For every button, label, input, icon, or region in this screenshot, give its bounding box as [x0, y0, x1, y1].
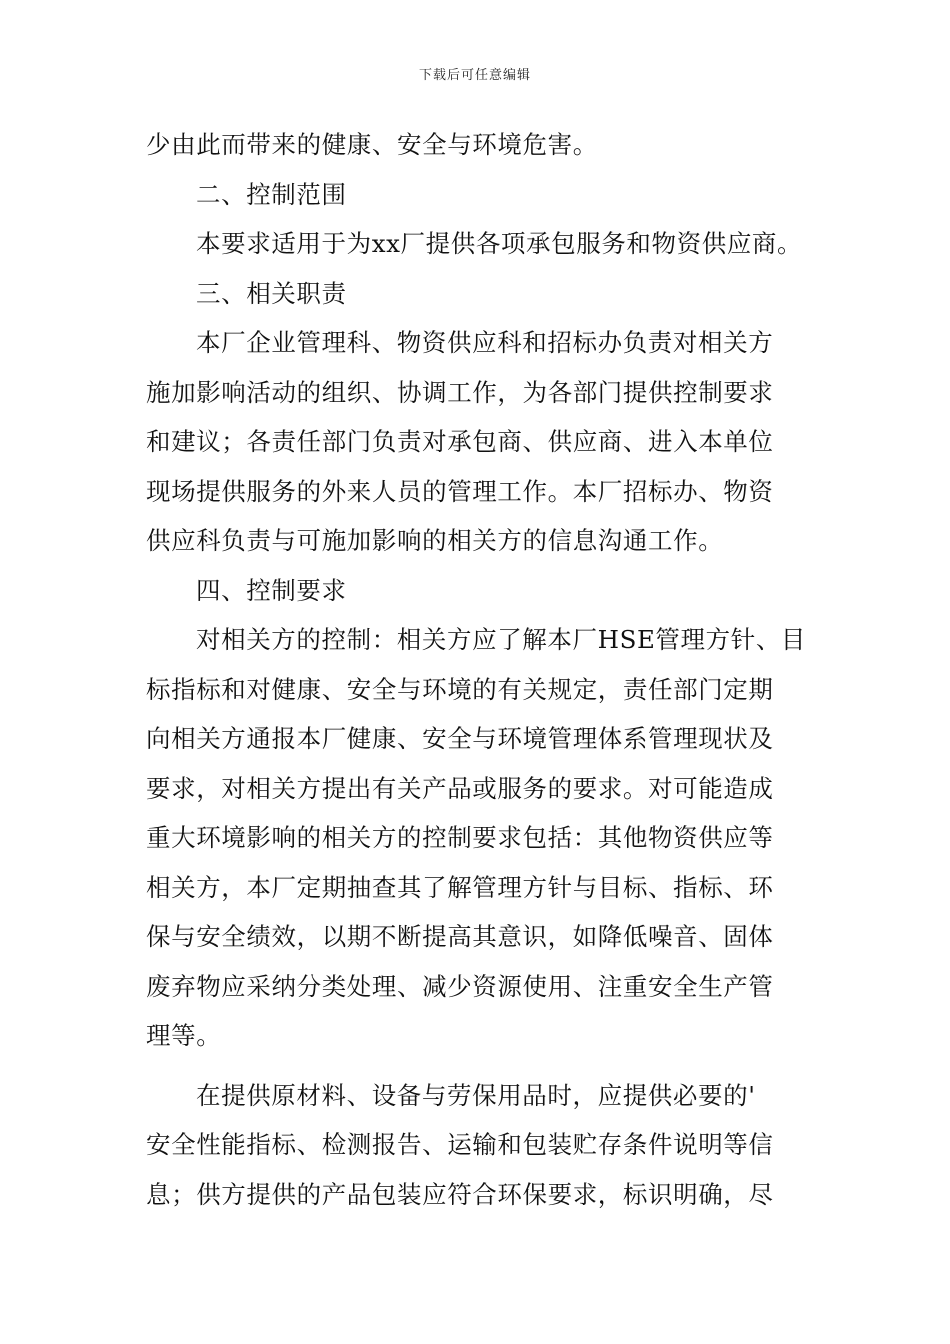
text-line-18: 废弃物应采纳分类处理、减少资源使用、注重安全生产管 [146, 971, 774, 1001]
document-body [146, 120, 806, 1219]
text-line-12: 标指标和对健康、安全与环境的有关规定，责任部门定期 [146, 674, 774, 704]
text-line-13: 向相关方通报本厂健康、安全与环境管理体系管理现状及 [146, 724, 774, 753]
text-line-16: 相关方，本厂定期抽查其了解管理方针与目标、指标、环 [146, 872, 774, 902]
text-line-15: 重大环境影响的相关方的控制要求包括：其他物资供应等 [146, 823, 774, 852]
text-line-9: 供应科负责与可施加影响的相关方的信息沟通工作。 [146, 526, 724, 555]
text-line-20: 在提供原材料、设备与劳保用品时，应提供必要的' [196, 1080, 756, 1110]
text-line-22: 息；供方提供的产品包装应符合环保要求，标识明确，尽 [146, 1179, 774, 1209]
text-line-7: 和建议；各责任部门负责对承包商、供应商、进入本单位 [146, 427, 774, 456]
text-line-1: 少由此而带来的健康、安全与环境危害。 [146, 130, 598, 159]
section-heading-scope: 二、控制范围 [196, 179, 347, 209]
page-header: 下载后可任意编辑 [418, 68, 531, 83]
text-line-11: 对相关方的控制：相关方应了解本厂HSE管理方针、目 [196, 625, 807, 654]
text-line-14: 要求，对相关方提出有关产品或服务的要求。对可能造成 [146, 773, 774, 803]
text-line-8: 现场提供服务的外来人员的管理工作。本厂招标办、物资 [146, 476, 774, 506]
section-heading-responsibilities: 三、相关职责 [196, 278, 347, 308]
text-line-19: 理等。 [146, 1021, 222, 1050]
paragraph-gap [146, 1061, 806, 1071]
section-heading-requirements: 四、控制要求 [196, 575, 347, 605]
text-line-3: 本要求适用于为xx厂提供各项承包服务和物资供应商。 [196, 229, 803, 258]
text-line-6: 施加影响活动的组织、协调工作，为各部门提供控制要求 [146, 377, 774, 407]
text-line-21: 安全性能指标、检测报告、运输和包装贮存条件说明等信 [146, 1130, 774, 1159]
text-line-5: 本厂企业管理科、物资供应科和招标办负责对相关方 [196, 328, 774, 357]
text-line-17: 保与安全绩效，以期不断提高其意识，如降低噪音、固体 [146, 922, 774, 951]
